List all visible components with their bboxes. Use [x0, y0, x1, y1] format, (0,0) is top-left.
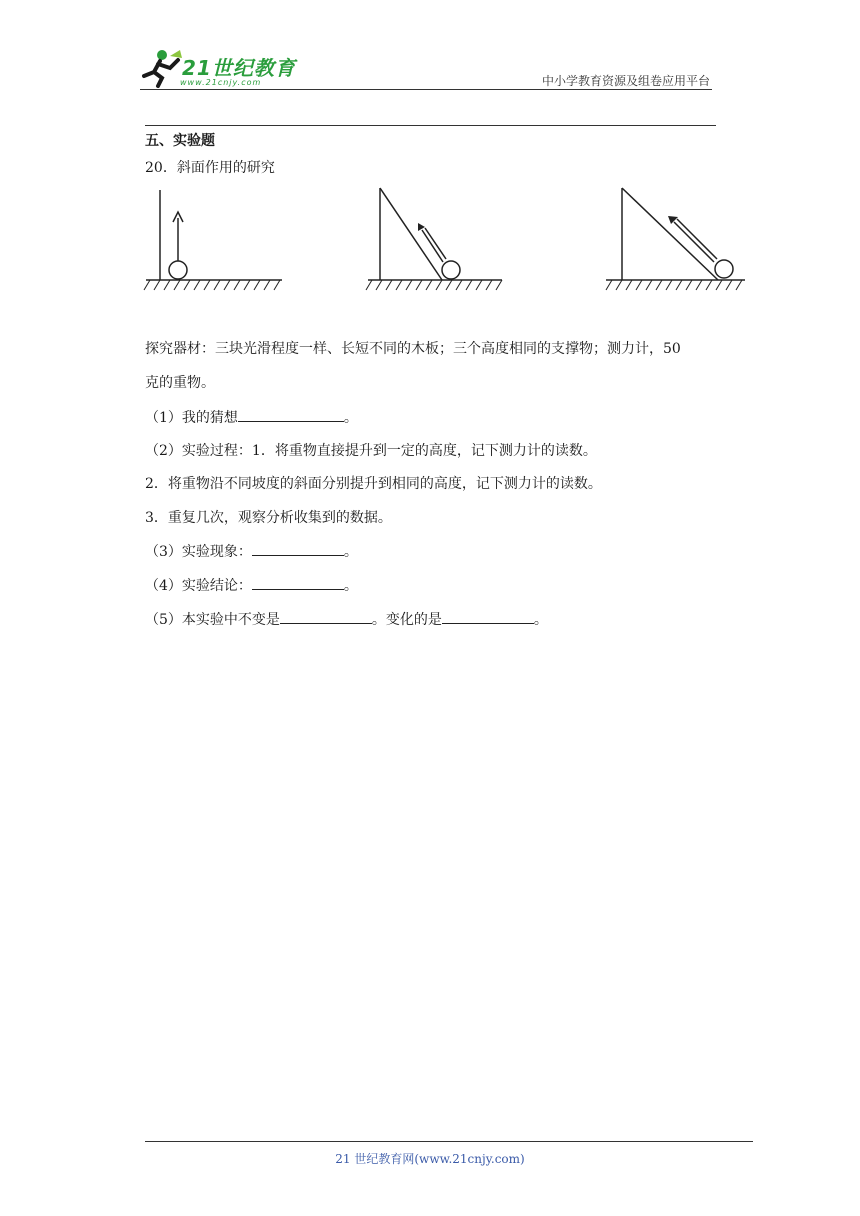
q3-prefix: （3）实验现象：: [145, 544, 252, 560]
q4-prefix: （4）实验结论：: [145, 578, 252, 594]
incline-figure: [140, 182, 750, 302]
logo-text: 21世纪教育: [182, 56, 296, 80]
q5-unchanged-blank[interactable]: [280, 609, 372, 624]
question-2-step-2: 2．将重物沿不同坡度的斜面分别提升到相同的高度，记下测力计的读数。: [145, 476, 602, 492]
q4-suffix: 。: [343, 578, 358, 594]
figure-steep-incline: [366, 188, 502, 290]
runner-logo-icon: [140, 46, 184, 88]
section-title: 五、实验题: [145, 133, 215, 149]
footer-divider: [145, 1141, 753, 1142]
question-2-step-3: 3．重复几次，观察分析收集到的数据。: [145, 510, 392, 526]
q5-changed-blank[interactable]: [442, 609, 534, 624]
header-divider: [140, 89, 712, 90]
q5-prefix: （5）本实验中不变是: [145, 612, 280, 628]
q1-suffix: 。: [343, 410, 358, 426]
question-title: 20．斜面作用的研究: [145, 160, 275, 176]
question-5: [145, 609, 548, 629]
question-3: [145, 541, 358, 561]
q4-answer-blank[interactable]: [252, 575, 344, 590]
site-logo[interactable]: [140, 46, 310, 88]
q1-prefix: （1）我的猜想: [145, 410, 238, 426]
logo-url: www.21cnjy.com: [180, 78, 262, 87]
q3-suffix: 。: [343, 544, 358, 560]
materials-line-1: 探究器材：三块光滑程度一样、长短不同的木板；三个高度相同的支撑物；测力计，50: [145, 341, 681, 357]
materials-line-2: 克的重物。: [145, 375, 215, 391]
question-4: [145, 575, 358, 595]
q3-answer-blank[interactable]: [252, 541, 344, 556]
page-header: [140, 44, 712, 90]
section-divider: [145, 125, 716, 126]
q5-suffix: 。: [533, 612, 548, 628]
question-2: （2）实验过程：1．将重物直接提升到一定的高度，记下测力计的读数。: [145, 443, 597, 459]
footer-text[interactable]: 21 世纪教育网(www.21cnjy.com): [335, 1152, 525, 1166]
header-platform-text: 中小学教育资源及组卷应用平台: [541, 74, 710, 88]
q1-answer-blank[interactable]: [238, 407, 344, 422]
figure-vertical-lift: [144, 190, 282, 290]
figure-gentle-incline: [606, 188, 745, 290]
question-1: [145, 407, 358, 427]
q5-middle: 。变化的是: [371, 612, 442, 628]
